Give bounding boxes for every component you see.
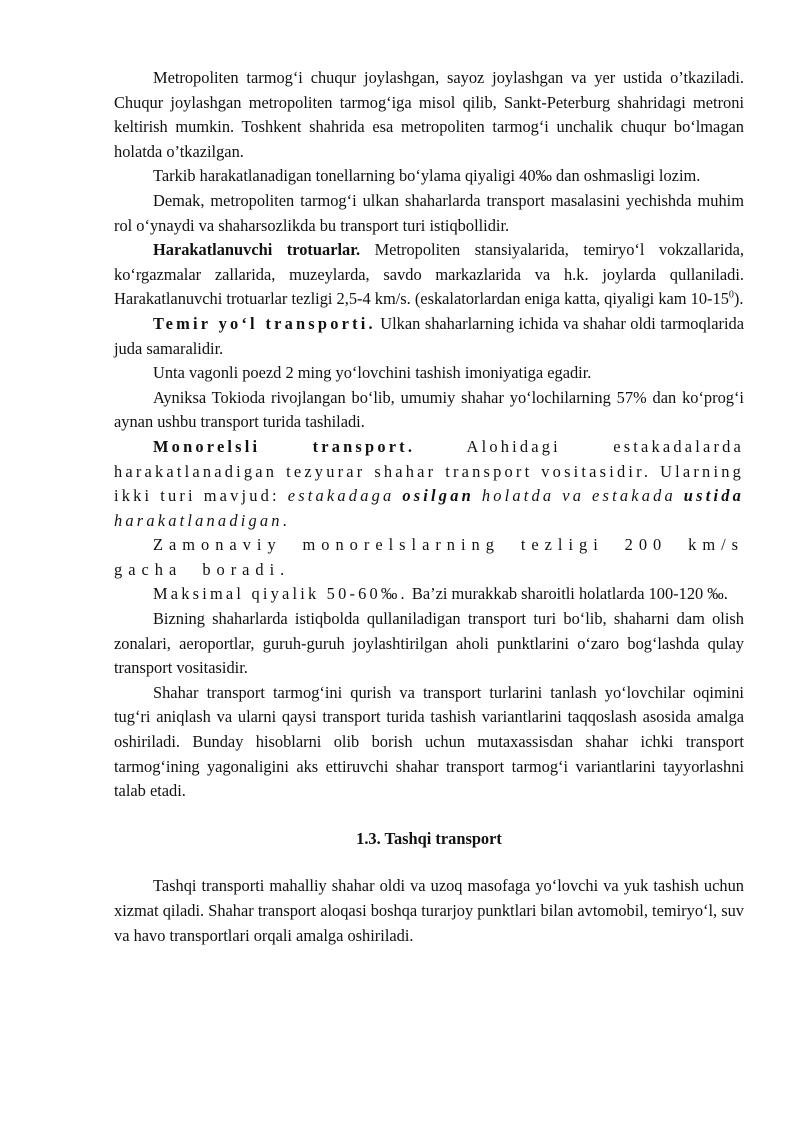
paragraph-tokyo: Ayniksa Tokioda rivojlangan bo‘lib, umumiy shahar yo‘lochilarning 57% dan ko‘prog‘i aynan ushbu transport turida tashiladi. (114, 387, 744, 432)
text-max-slope: Ba’zi murakkab sharoitli holatlarda 100-120 ‰. (407, 584, 728, 604)
paragraph-train-capacity: Unta vagonli poezd 2 ming yo‘lovchini tashish imoniyatiga egadir. (153, 363, 592, 383)
term-moving-walkways: Harakatlanuvchi trotuarlar. (153, 240, 361, 260)
text-monorail-end: . (282, 510, 290, 530)
text-monorail: Alohidagi estakadalarda harakatlanadigan tezyurar shahar transport vositasidir. Ularning ikki turi mavjud: (114, 436, 745, 506)
text-moving-walkways-end: ). (733, 289, 744, 309)
paragraph-monorail-speed: Zamonaviy monorelslarning tezligi 200 km/s gacha boradi. (114, 535, 744, 579)
text-monorail-italic-3: harakatlanadigan (114, 510, 283, 530)
text-monorail-italic-2: holatda va estakada (473, 486, 684, 506)
paragraph-monorail (114, 435, 744, 533)
paragraph-network-planning: Shahar transport tarmog‘ini qurish va transport turlarini tanlash yo‘lovchilar oqimini tug‘ri aniqlash va ularni qaysi transport turida tashish variantlarini taqqoslash asosida amalga oshiriladi. Bunday hisoblarni olib borish uchun mutaxassisdan shahar ichki transport tarmog‘ining yagonaligini aks ettiruvchi shahar transport tarmog‘i variantlarini tayyorlashni talab etadi. (114, 682, 744, 801)
paragraph-max-slope (114, 582, 744, 607)
text-monorail-italic-1: estakadaga (287, 486, 403, 506)
text-monorail-bold-italic-2: ustida (683, 486, 744, 506)
text-moving-walkways: Metropoliten stansiyalarida, temiryo‘l vokzallarida, ko‘rgazmalar zallarida, muzeylarda, savdo markazlarida va h.k. joylarda qullaniladi. Harakatlanuvchi trotuarlar tezligi 2,5-4 km/s. (eskalatorlardan eniga katta, qiyaligi kam 10-15 (114, 240, 744, 309)
term-monorail: Monorelsli transport. (153, 436, 416, 456)
text-monorail-bold-italic-1: osilgan (402, 486, 474, 506)
section-heading: 1.3. Tashqi transport (356, 828, 502, 848)
paragraph-tunnel-slope: Tarkib harakatlanadigan tonellarning bo‘ylama qiyaligi 40‰ dan oshmasligi lozim. (153, 166, 701, 186)
paragraph-moving-walkways (114, 238, 744, 312)
degree-superscript: 0 (728, 289, 734, 301)
paragraph-future-transport: Bizning shaharlarda istiqbolda qullaniladigan transport turi bo‘lib, shaharni dam olish zonalari, aeroportlar, guruh-guruh joylashtirilgan aholi punktlarini o‘zaro bog‘lashda qulay transport vositasidir. (114, 609, 744, 678)
paragraph-metro-depth: Metropoliten tarmog‘i chuqur joylashgan, sayoz joylashgan va yer ustida o’tkaziladi. Chuqur joylashgan metropoliten tarmog‘iga misol qilib, Sankt-Peterburg shahridagi metroni keltirish mumkin. Toshkent shahrida esa metropoliten tarmog‘i unchalik chuqur bo‘lmagan holatda o’tkazilgan. (114, 68, 744, 161)
text-max-slope-spaced: Maksimal qiyalik 50-60‰. (153, 584, 408, 604)
paragraph-metro-role: Demak, metropoliten tarmog‘i ulkan shaharlarda transport masalasini yechishda muhim rol o‘ynaydi va shaharsozlikda bu transport turi istiqbollidir. (114, 190, 744, 235)
term-railway: Temir yo‘l transporti. (153, 313, 376, 333)
paragraph-external-transport: Tashqi transporti mahalliy shahar oldi va uzoq masofaga yo‘lovchi va yuk tashish uchun xizmat qiladi. Shahar transport aloqasi boshqa turarjoy punktlari bilan avtomobil, temiryo‘l, suv va havo transportlari orqali amalga oshiriladi. (114, 876, 744, 945)
paragraph-railway (114, 312, 744, 361)
text-railway: Ulkan shaharlarning ichida va shahar oldi tarmoqlarida juda samaralidir. (114, 313, 744, 358)
